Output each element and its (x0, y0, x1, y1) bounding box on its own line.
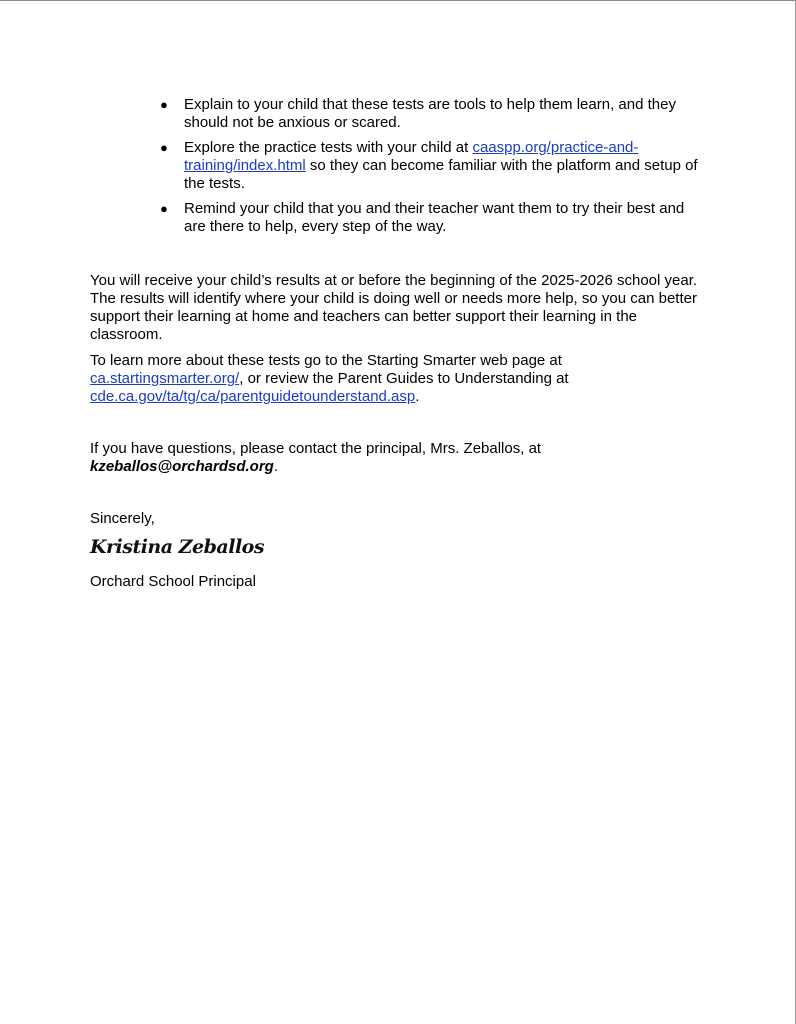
closing-salutation: Sincerely, (90, 510, 155, 527)
parent-guides-link[interactable]: cde.ca.gov/ta/tg/ca/parentguidetounderstand.asp (90, 388, 416, 405)
learn-more-paragraph (90, 352, 705, 406)
signature: Kristina Zeballos (90, 536, 265, 558)
bullet-text: Remind your child that you and their teacher want them to try their best and are there to help, every step of the way. (184, 200, 685, 235)
learn-more-text-before: To learn more about these tests go to the Starting Smarter web page at (90, 352, 562, 369)
bullet-item-explore (160, 139, 705, 193)
learn-more-text-after: . (415, 388, 420, 405)
contact-text-after: . (273, 458, 279, 475)
bullet-item-remind (160, 200, 705, 236)
bullet-text-after: so they can become familiar with the platform and setup of the tests. (184, 157, 698, 192)
learn-more-text-middle: , or review the Parent Guides to Understanding at (239, 370, 569, 387)
practice-tests-link[interactable]: caaspp.org/practice-and-training/index.html (184, 139, 639, 174)
bullet-icon: ● (160, 140, 168, 155)
bullet-item-explain (160, 96, 705, 132)
contact-text-before: If you have questions, please contact the principal, Mrs. Zeballos, at (90, 440, 542, 457)
bullet-text: Explain to your child that these tests are tools to help them learn, and they should not be anxious or scared. (184, 96, 676, 131)
contact-paragraph (90, 440, 705, 476)
bullet-icon: ● (160, 97, 168, 112)
tips-bullet-list (160, 96, 705, 243)
bullet-icon: ● (160, 201, 168, 216)
results-paragraph: You will receive your child’s results at or before the beginning of the 2025-2026 school year. The results will identify where your child is doing well or needs more help, so you can better support their learning at home and teachers can better support their learning in the classroom. (90, 272, 698, 343)
principal-email[interactable]: kzeballos@orchardsd.org (90, 458, 274, 475)
signer-title: Orchard School Principal (90, 573, 256, 590)
starting-smarter-link[interactable]: ca.startingsmarter.org/ (90, 370, 240, 387)
bullet-text-before: Explore the practice tests with your child at (184, 139, 473, 156)
